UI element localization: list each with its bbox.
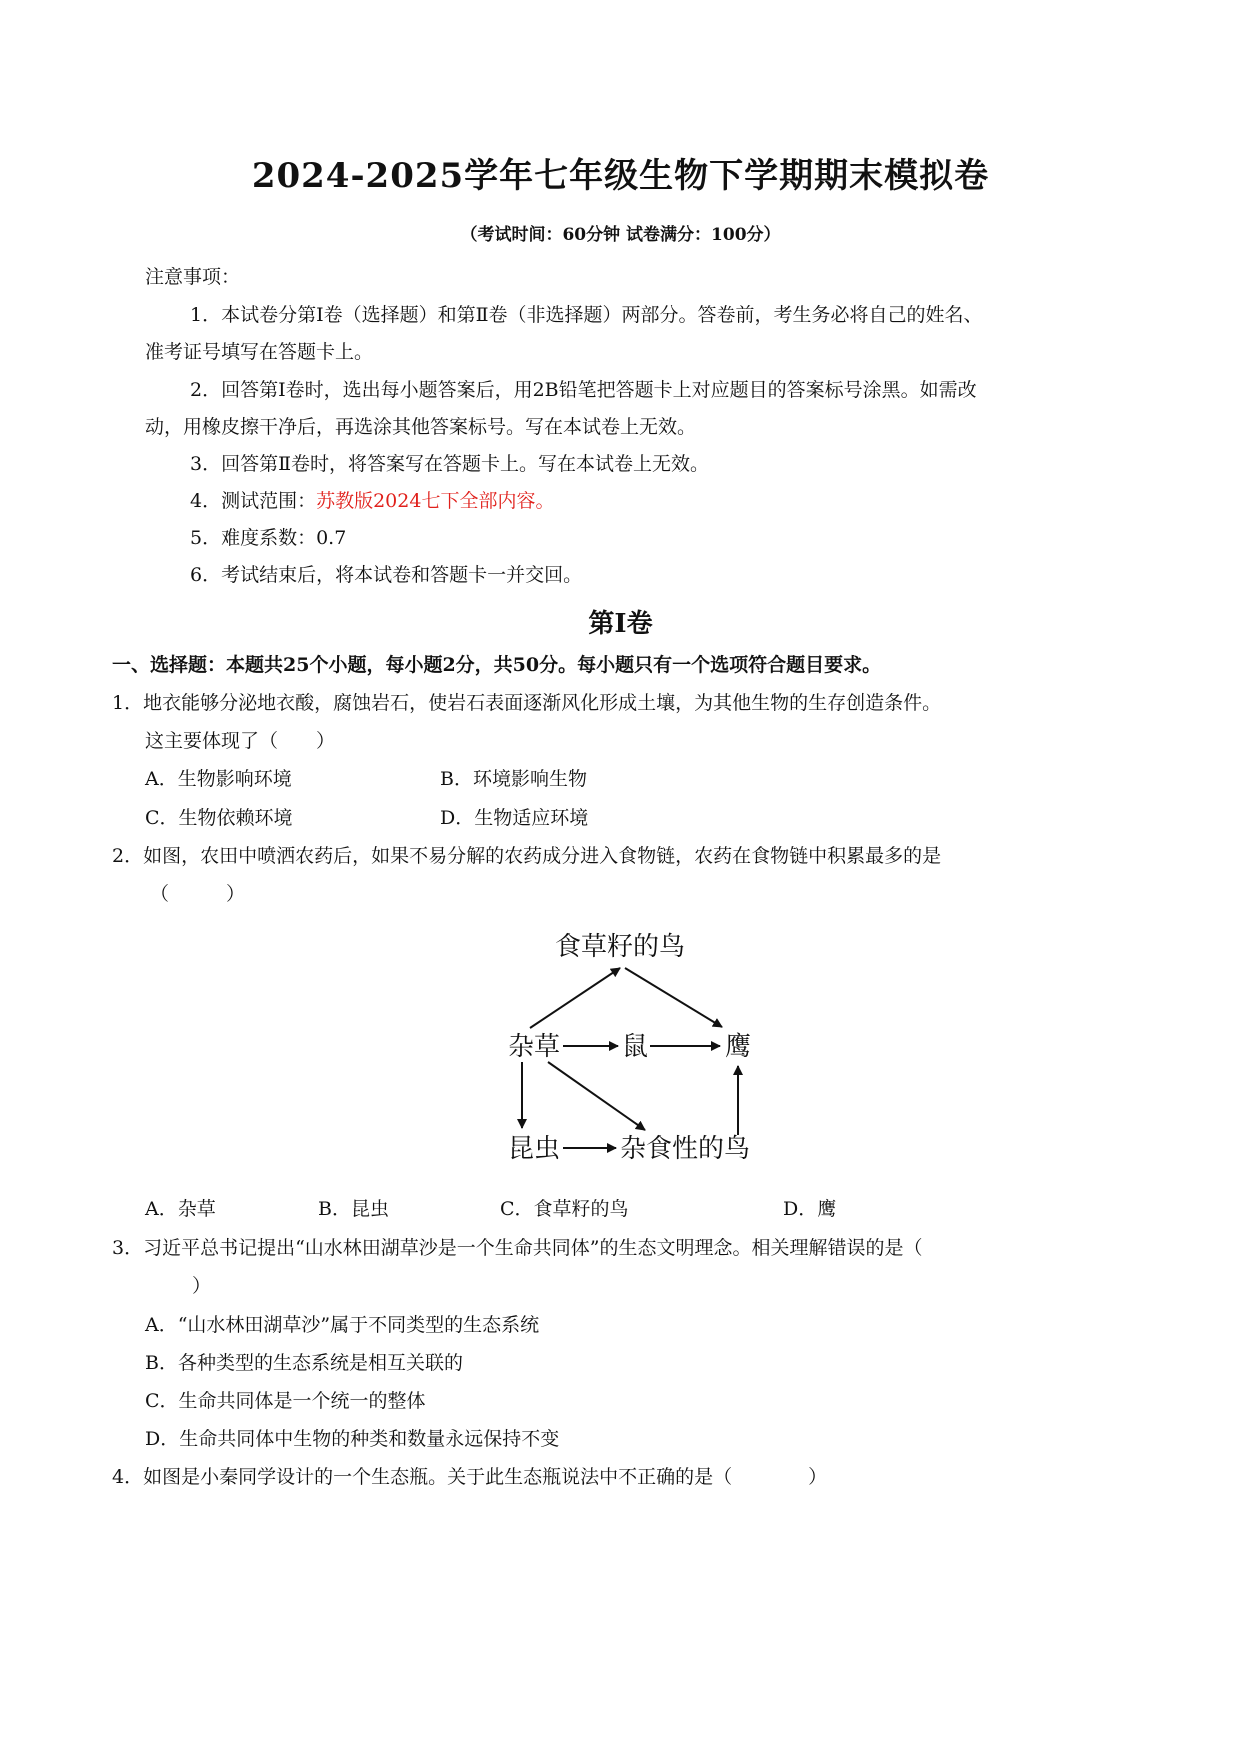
- node-omnivorous-bird: 杂食性的鸟: [620, 1134, 751, 1164]
- note-item-1-line-2: 准考证号填写在答题卡上。: [145, 341, 374, 363]
- node-mouse: 鼠: [622, 1032, 649, 1062]
- note-item-4-prefix: 4．测试范围：: [190, 490, 317, 512]
- question-2-option-d[interactable]: D．鹰: [783, 1198, 837, 1220]
- question-3-option-a[interactable]: A．“山水林田湖草沙”属于不同类型的生态系统: [145, 1314, 540, 1336]
- question-2-option-a[interactable]: A．杂草: [145, 1198, 216, 1220]
- node-weeds: 杂草: [508, 1032, 561, 1062]
- node-insect: 昆虫: [508, 1134, 561, 1164]
- node-eagle: 鹰: [725, 1032, 752, 1062]
- food-web-diagram: [490, 920, 790, 1170]
- question-3-option-c[interactable]: C．生命共同体是一个统一的整体: [145, 1390, 426, 1412]
- question-2-stem-cont: （ ）: [150, 883, 246, 905]
- section-title: 第Ⅰ卷: [588, 609, 653, 639]
- test-scope-highlight: 苏教版2024七下全部内容。: [316, 490, 555, 512]
- arrow-weeds-to-seed-bird: [530, 968, 620, 1028]
- question-1-option-a[interactable]: A．生物影响环境: [145, 768, 292, 790]
- question-2-stem: 2．如图，农田中喷洒农药后，如果不易分解的农药成分进入食物链，农药在食物链中积累最多的是: [112, 845, 942, 867]
- question-2-option-b[interactable]: B．昆虫: [318, 1198, 389, 1220]
- question-1-option-b[interactable]: B．环境影响生物: [440, 768, 587, 790]
- arrow-weeds-to-omnivorous-bird: [548, 1062, 645, 1130]
- question-1-option-c[interactable]: C．生物依赖环境: [145, 807, 293, 829]
- note-item-3: 3．回答第Ⅱ卷时，将答案写在答题卡上。写在本试卷上无效。: [190, 453, 710, 475]
- note-item-4: [190, 486, 554, 513]
- question-1-stem-cont: 这主要体现了（ ）: [145, 730, 336, 752]
- question-1-option-d[interactable]: D．生物适应环境: [440, 807, 589, 829]
- node-seed-eating-bird: 食草籽的鸟: [555, 932, 686, 962]
- arrow-seed-bird-to-eagle: [625, 968, 722, 1027]
- question-3-stem-cont: ）: [192, 1275, 212, 1297]
- question-3-option-d[interactable]: D．生命共同体中生物的种类和数量永远保持不变: [145, 1428, 560, 1450]
- note-item-1-line-1: 1．本试卷分第Ⅰ卷（选择题）和第Ⅱ卷（非选择题）两部分。答卷前，考生务必将自己的姓名、: [190, 304, 983, 326]
- section-instruction: 一、选择题：本题共25个小题，每小题2分，共50分。每小题只有一个选项符合题目要求。: [112, 654, 882, 676]
- question-1-stem: 1．地衣能够分泌地衣酸，腐蚀岩石，使岩石表面逐渐风化形成土壤，为其他生物的生存创造条件。: [112, 692, 942, 714]
- question-2-option-c[interactable]: C．食草籽的鸟: [500, 1198, 629, 1220]
- note-item-2-line-1: 2．回答第Ⅰ卷时，选出每小题答案后，用2B铅笔把答题卡上对应题目的答案标号涂黑。如需改: [190, 379, 977, 401]
- note-item-6: 6．考试结束后，将本试卷和答题卡一并交回。: [190, 564, 583, 586]
- note-item-5: 5．难度系数：0.7: [190, 527, 347, 549]
- question-3-option-b[interactable]: B．各种类型的生态系统是相互关联的: [145, 1352, 463, 1374]
- note-item-2-line-2: 动，用橡皮擦干净后，再选涂其他答案标号。写在本试卷上无效。: [145, 416, 697, 438]
- question-4-stem: 4．如图是小秦同学设计的一个生态瓶。关于此生态瓶说法中不正确的是（ ）: [112, 1466, 828, 1488]
- exam-title: 2024-2025学年七年级生物下学期期末模拟卷: [251, 156, 990, 196]
- exam-info: （考试时间：60分钟 试卷满分：100分）: [460, 225, 781, 245]
- notes-heading: 注意事项：: [145, 266, 241, 288]
- question-3-stem: 3．习近平总书记提出“山水林田湖草沙是一个生命共同体”的生态文明理念。相关理解错误的是（: [112, 1237, 923, 1259]
